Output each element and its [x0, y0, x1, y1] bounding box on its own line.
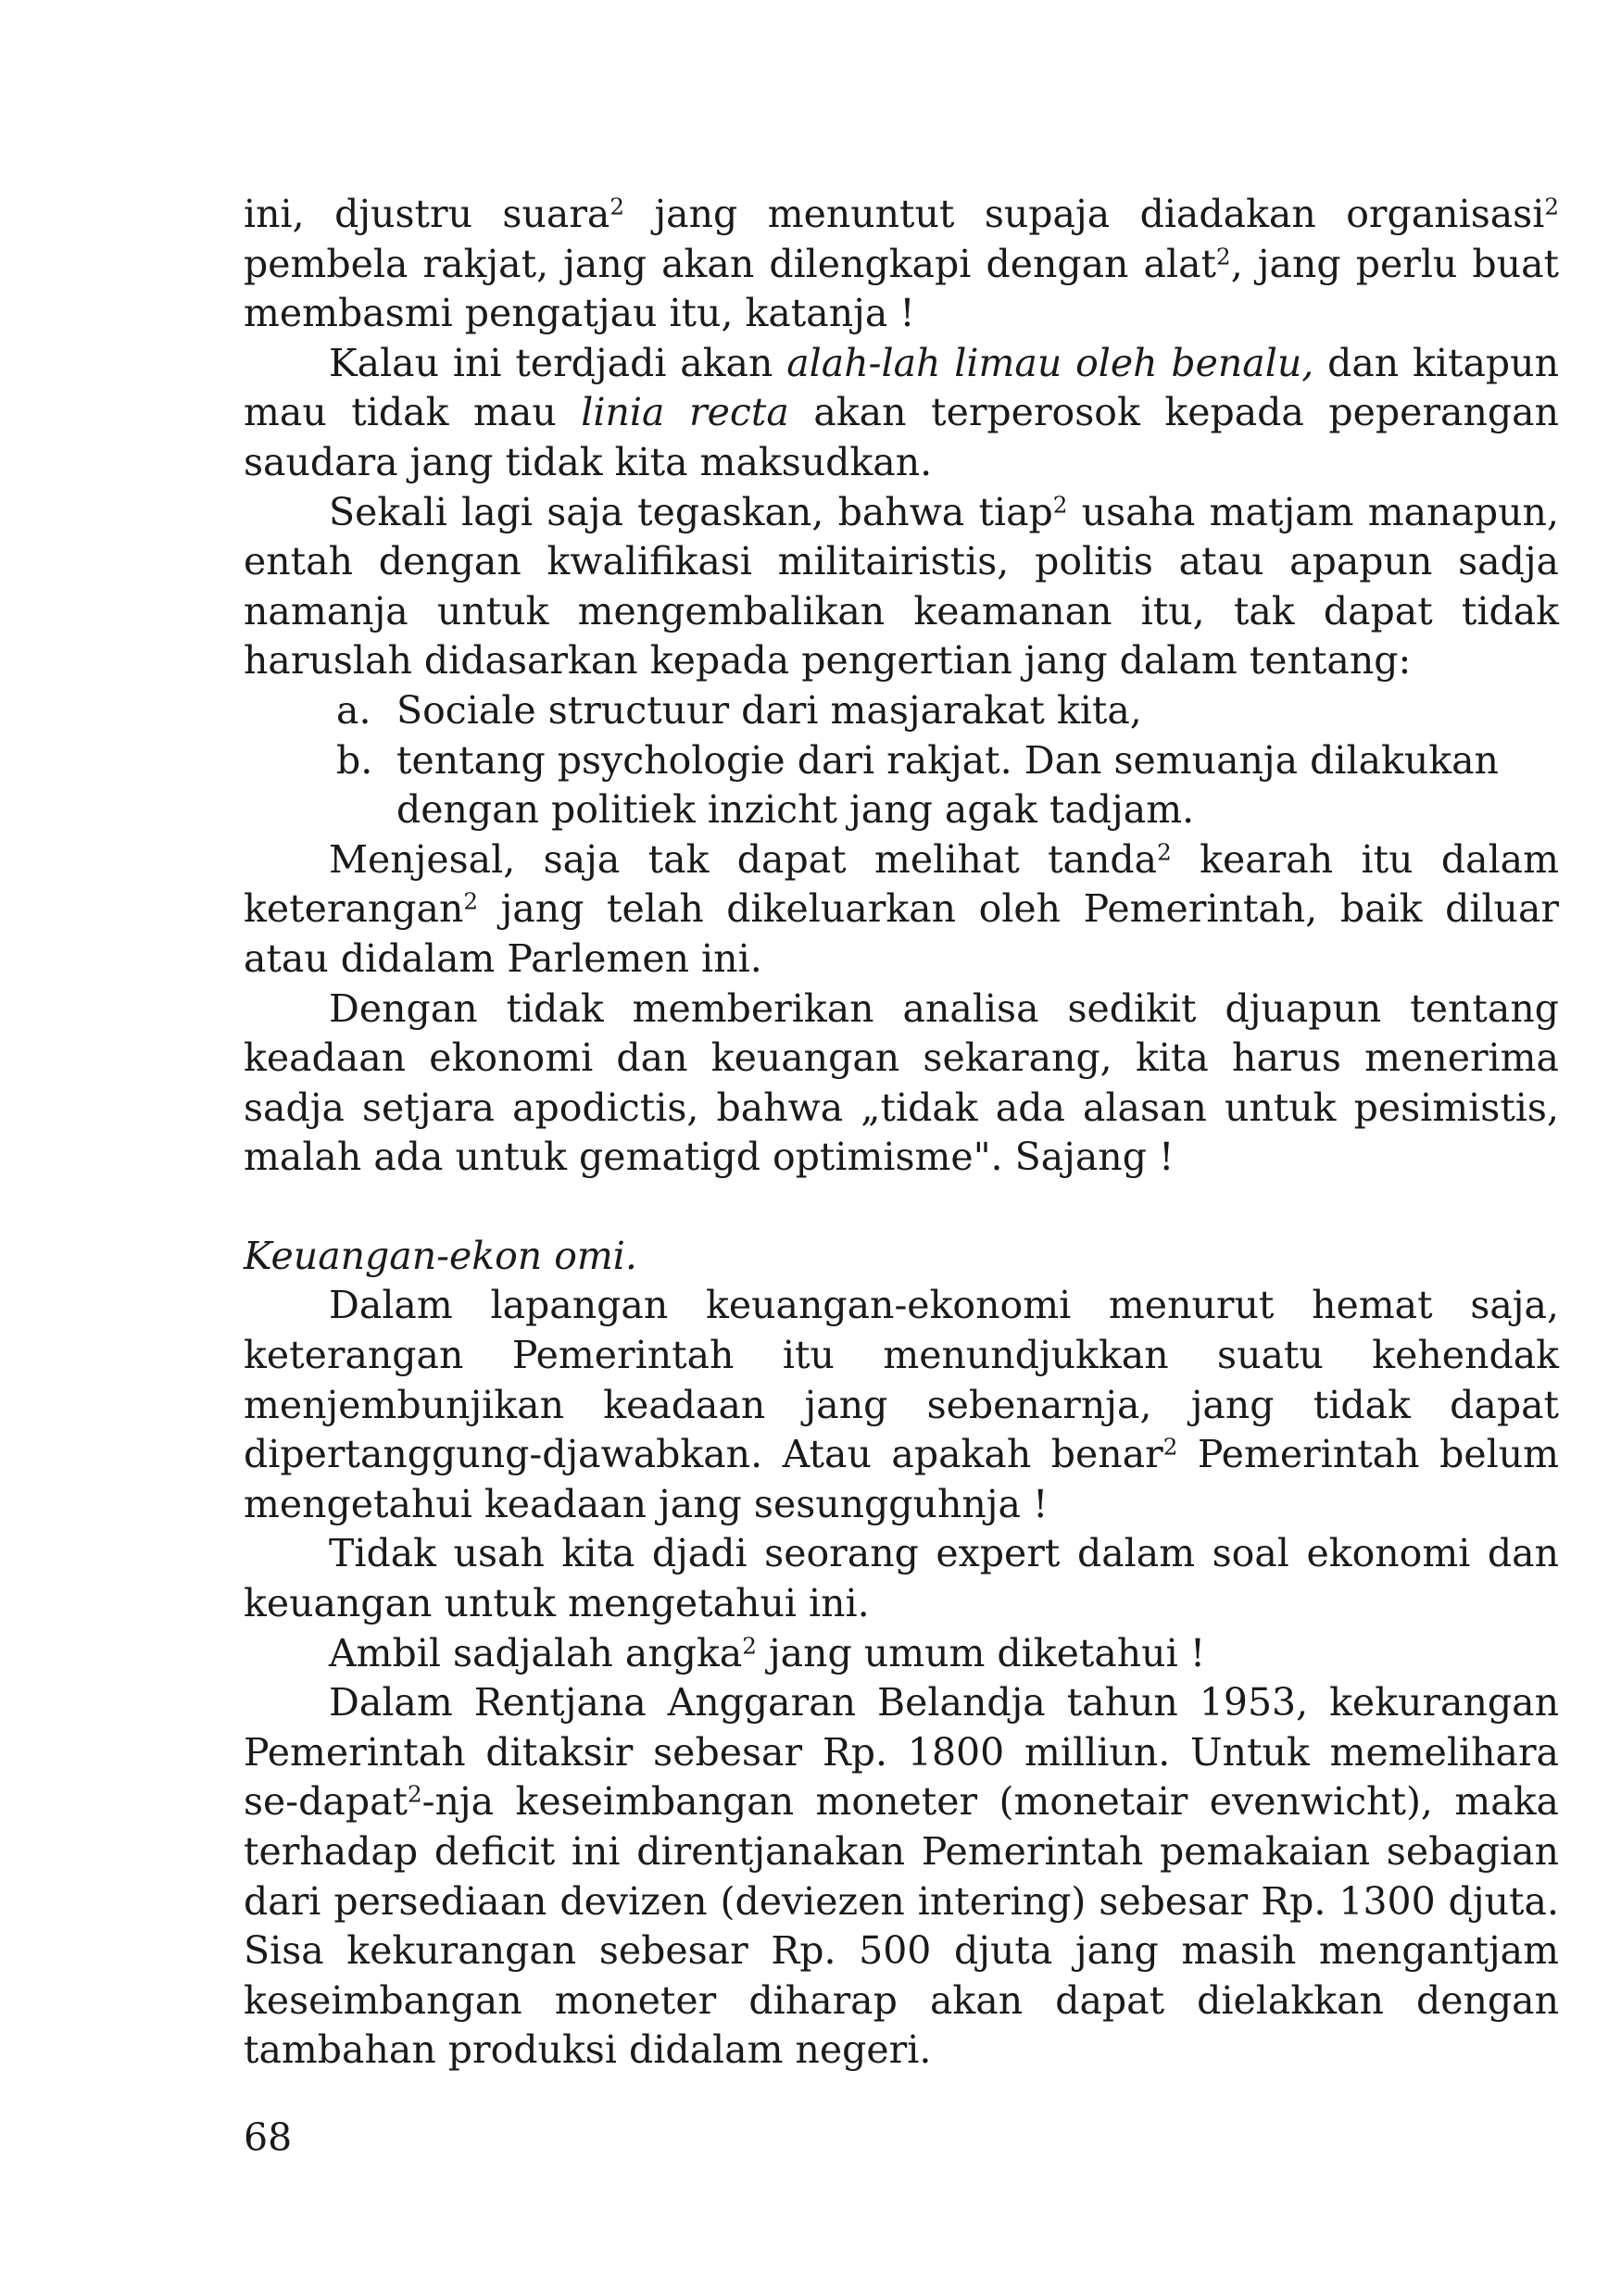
- paragraph: [244, 1529, 1559, 1628]
- text-run: jang menuntut supaja diadakan organisasi: [624, 192, 1545, 236]
- paragraph: [244, 1629, 1559, 1679]
- text-run: kearah itu dalam keterangan: [244, 836, 1560, 932]
- list-item: [244, 686, 1559, 736]
- paragraph: [244, 835, 1559, 985]
- text-run: Ambil sadjalah angka: [329, 1630, 743, 1675]
- text-run: akan terperosok kepada peperangan saudara jang tidak kita maksudkan.: [244, 390, 1559, 484]
- list-marker: b.: [336, 737, 373, 783]
- section-heading: Keuangan-ekon omi.: [244, 1233, 637, 1278]
- body-text: [244, 190, 1559, 2076]
- superscript: 2: [463, 887, 479, 915]
- text-run: usaha matjam manapun, entah dengan kwalifikasi militairistis, politis atau apapun sadja namanja untuk mengembalikan keamanan itu, tak dapat tidak haruslah didasarkan kepada pengertian jang dalam tentang:: [244, 489, 1559, 684]
- superscript: 2: [1162, 1433, 1178, 1461]
- text-run: Menjesal, saja tak dapat melihat tanda: [329, 836, 1158, 882]
- text-run: Dalam Rentjana Anggaran Belandja tahun 1953, kekurangan Pemerintah ditaksir sebesar Rp. 1800 milliun. Untuk memelihara se-dapat: [244, 1680, 1559, 1825]
- paragraph: [244, 339, 1559, 488]
- paragraph: [244, 985, 1559, 1183]
- superscript: 2: [1216, 243, 1231, 270]
- list-item: [244, 736, 1559, 835]
- text-run: -nja keseimbangan moneter (monetair evenwicht), maka terhadap deficit ini direntjanakan Pemerintah pemakaian sebagian dari persediaan devizen (deviezen intering) sebesar Rp. 1300 djuta. Sisa kekurangan sebesar Rp. 500 djuta jang masih mengantjam keseimbangan moneter diharap akan dapat dielakkan dengan tambahan produksi didalam negeri.: [244, 1779, 1559, 2073]
- list-text: Sociale structuur dari masjarakat kita,: [396, 687, 1142, 733]
- text-run: jang telah dikeluarkan oleh Pemerintah, baik diluar atau didalam Parlemen ini.: [244, 886, 1559, 981]
- text-run: Kalau ini terdjadi akan: [329, 340, 787, 385]
- superscript: 2: [408, 1780, 422, 1808]
- text-run: Sekali lagi saja tegaskan, bahwa tiap: [329, 489, 1053, 534]
- text-run: , jang perlu buat membasmi pengatjau itu, katanja !: [244, 241, 1560, 336]
- text-run: Tidak usah kita djadi seorang expert dalam soal ekonomi dan keuangan untuk mengetahui ini.: [244, 1531, 1559, 1626]
- paragraph: [244, 488, 1559, 686]
- page-number: 68: [244, 2115, 293, 2160]
- list-marker: a.: [336, 687, 371, 733]
- superscript: 2: [609, 193, 625, 220]
- superscript: 2: [1052, 491, 1068, 519]
- paragraph: [244, 190, 1559, 339]
- paragraph: [244, 1281, 1559, 1529]
- text-run: ini, djustru suara: [244, 192, 610, 236]
- text-run: Pemerintah belum mengetahui keadaan jang sesungguhnja !: [244, 1432, 1559, 1526]
- text-run: pembela rakjat, jang akan dilengkapi dengan alat: [244, 241, 1217, 286]
- paragraph: [244, 1678, 1559, 2076]
- text-run: jang umum diketahui !: [756, 1630, 1206, 1675]
- italic-phrase: alah-lah limau oleh benalu,: [786, 340, 1314, 385]
- text-run: dan kitapun mau tidak mau: [244, 340, 1559, 435]
- superscript: 2: [1157, 838, 1172, 866]
- text-run: Dengan tidak memberikan analisa sedikit djuapun tentang keadaan ekonomi dan keuangan sekarang, kita harus menerima sadja setjara apodictis, bahwa „tidak ada alasan untuk pesimistis, malah ada untuk gematigd optimisme". Sajang !: [244, 985, 1559, 1180]
- superscript: 2: [742, 1632, 757, 1660]
- italic-phrase: linia recta: [581, 390, 789, 435]
- text-run: Dalam lapangan keuangan-ekonomi menurut hemat saja, keterangan Pemerintah itu menundjukkan suatu kehendak menjembunjikan keadaan jang sebenarnja, jang tidak dapat dipertanggung-djawabkan. Atau apakah benar: [244, 1283, 1559, 1477]
- list-text: tentang psychologie dari rakjat. Dan semuanja dilakukan dengan politiek inzicht jang agak tadjam.: [396, 737, 1499, 833]
- superscript: 2: [1544, 193, 1559, 220]
